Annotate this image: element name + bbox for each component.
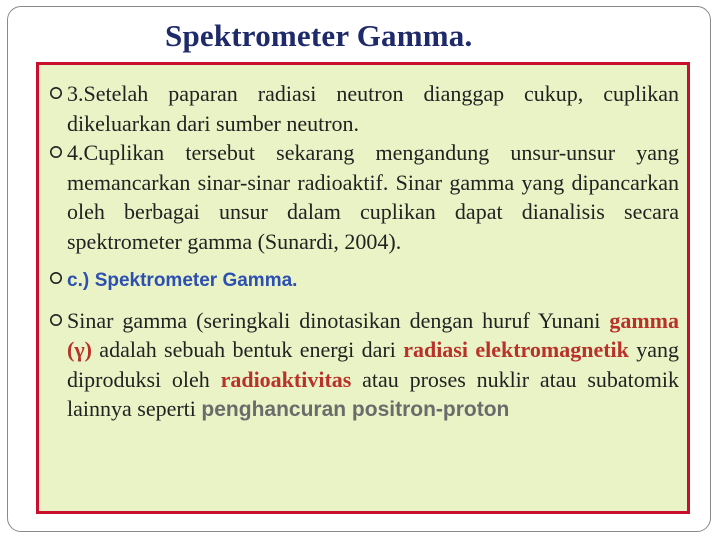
open-circle-bullet-icon: [49, 313, 63, 327]
highlight-gamma: gamma (γ): [67, 307, 679, 362]
text-segment-3: yang diproduksi oleh: [67, 337, 680, 392]
bullet-item-3: [49, 79, 679, 138]
sub-heading: Spektrometer Gamma.: [94, 270, 298, 291]
content-box: [36, 62, 690, 514]
bullet-text-4: 4.Cuplikan tersebut sekarang mengandung unsur-unsur yang memancarkan sinar-sinar radioaktif. Sinar gamma yang dipancarkan oleh berbagai unsur dalam cuplikan dapat dianalisis secara spektrometer gamma (Sunardi, 2004).: [67, 140, 679, 254]
highlight-radiasi-elektromagnetik: radiasi elektromagnetik: [403, 337, 629, 362]
slide-title: Spektrometer Gamma.: [165, 18, 473, 53]
open-circle-bullet-icon: [49, 271, 63, 285]
bullet-text-3: 3.Setelah paparan radiasi neutron dianggap cukup, cuplikan dikeluarkan dari sumber neutron.: [67, 81, 679, 136]
text-segment-4: atau proses nuklir atau subatomik lainnya seperti: [67, 366, 679, 421]
open-circle-bullet-icon: [49, 145, 63, 159]
open-circle-bullet-icon: [49, 86, 63, 100]
sub-heading-prefix: c.): [67, 270, 90, 291]
text-segment-1: Sinar gamma (seringkali dinotasikan dengan huruf Yunani: [67, 307, 610, 333]
highlight-radioaktivitas: radioaktivitas: [220, 366, 352, 392]
bullet-item-4: [49, 138, 679, 256]
highlight-penghancuran: penghancuran positron-proton: [201, 398, 510, 421]
bullet-item-5: [49, 306, 679, 425]
text-segment-2: adalah sebuah bentuk energi dari: [91, 337, 404, 362]
sub-heading-item: [49, 264, 679, 296]
